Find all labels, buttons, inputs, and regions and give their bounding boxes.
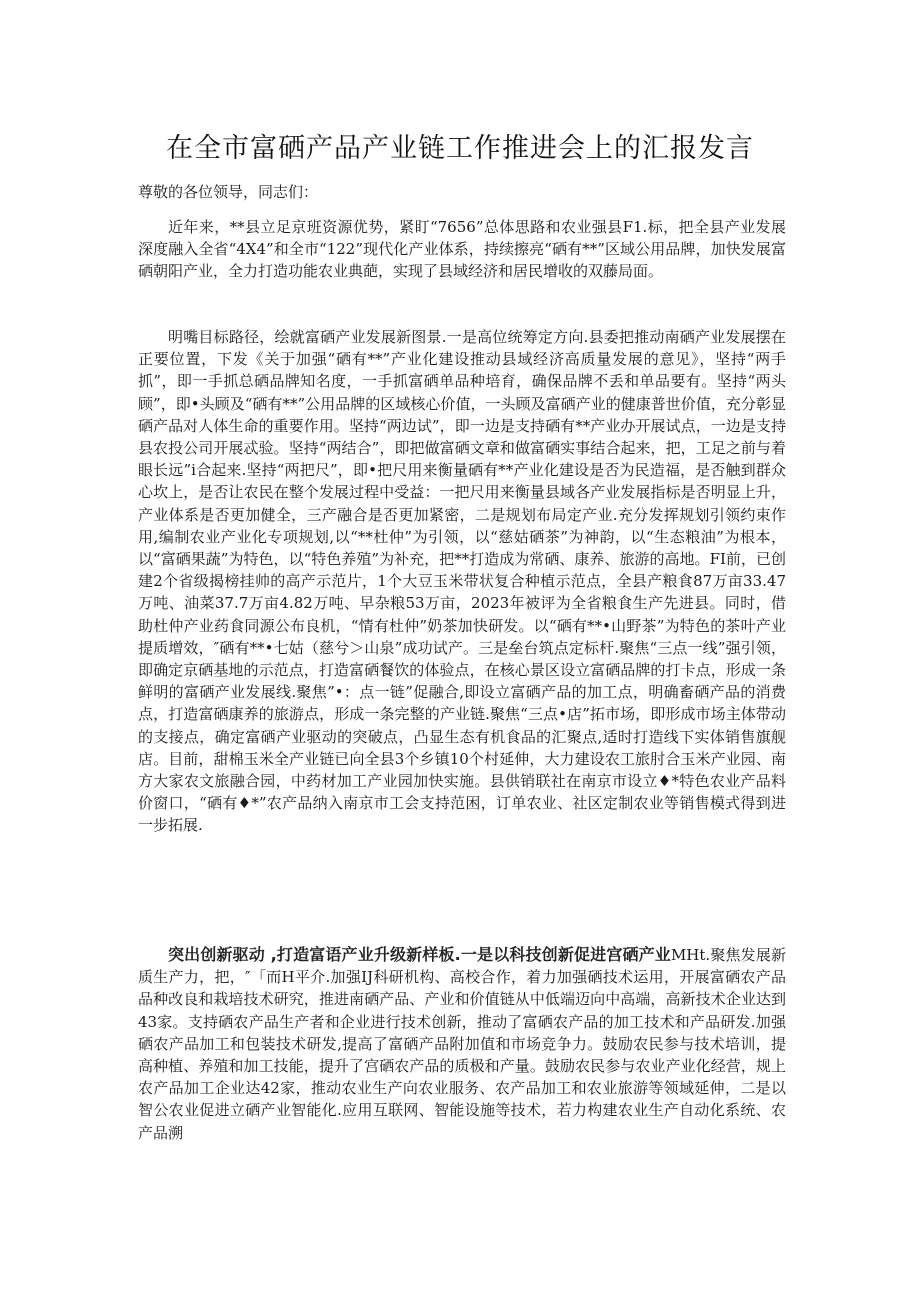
paragraph-3-lead: 突出创新驱动 ,打造富语产业升级新样板.一是以科技创新促进宫硒产业: [168, 945, 671, 964]
document-title: 在全市富硒产品产业链工作推进会上的汇报发言: [166, 133, 754, 164]
paragraph-2: 明嘴目标路径，绘就富硒产业发展新图景.一是高位统筹定方向.县委把推动南硒产业发展摆在正要位置，下发《关于加强“硒有**”产业化建设推动县域经济高质量发展的意见》，坚持“两手抓”，即一手抓总硒品牌知名度，一手抓富硒单品种培育，确保品牌不丢和单品要有。坚持“两头顾”，即•头顾及“硒有**”公用品牌的区域核心价值，一头顾及富硒产业的健康普世价值，充分彰显硒产品对人体生命的重要作用。坚持“两边试”，即一边是支持硒有**产业办开展试点，一边是支持县农投公司开展忒验。坚持“两结合”，即把做富硒文章和做富硒实事结合起来，把，工足之前与着眼长远”i合起来.坚持“两把尺”，即•把尺用来衡量硒有**产业化建设是否为民造福，是否触到群众心坎上，是否让农民在整个发展过程中受益：一把尺用来衡量县域各产业发展指标是否明显上升，产业体系是否更加健全，三产融合是否更加紧密，二是规划布局定产业.充分发挥规划引领约束作用,编制农业产业化专项规划,以“**杜仲”为引领，以“慈姑硒茶”为神韵，以“生态粮油”为根本，以“富硒果蔬”为特色，以“特色养殖”为补充，把**打造成为常硒、康养、旅游的高地。FI前，已创建2个省级揭榜挂帅的高产示范片，1个大豆玉米带状复合种植示范点，全县产粮食87万亩33.47万吨、油菜37.7万亩4.82万吨、早杂粮53万亩，2023年被评为全省粮食生产先进县。同时，借助杜仲产业药食同源公布良机，“情有杜仲”奶茶加快研发。以“硒有**•山野茶”为特色的茶叶产业提质增效，″硒有**•七姑（慈兮＞山泉”成功试产。三是垒台筑点定标杆.聚焦“三点一线”强引领，即确定京硒基地的示范点，打造富硒餐饮的体验点，在核心景区设立富硒品牌的打卡点，形成一条鲜明的富硒产业发展线.聚焦”•：点一链”促融合,即设立富硒产品的加工点，明确畜硒产品的消费点，打造富硒康养的旅游点，形成一条完整的产业链.聚焦“三点•店”拓市场，即形成市场主体带动的支接点，确定富硒产业驱动的突破点，凸显生态有机食品的汇聚点,适时打造线下实体销售旗舰店。目前，甜棉玉米全产业链已向全县3个乡镇10个村延伸，大力建设农工旅肘合玉米产业园、南方大家农文旅融合园，中药材加工产业园加快实施。县供销联社在南京市设立♦*特色农业产品料价窗口，“硒有♦*”农产品纳入南京市工会支持范困，订单农业、社区定制农业等销售模式得到进一步拓展.: [138, 328, 786, 835]
salutation: 尊敬的各位领导，同志们：: [138, 183, 319, 201]
paragraph-1: 近年来，**县立足京班资源优势，紧盯“7656”总体思路和农业强县F1.标，把全县产业发展深度融入全省“4X4”和全市“122”现代化产业体系，持续擦亮“硒有**”区域公用品牌，加快发展富硒朝阳产业，全力打造功能农业典葩，实现了县域经济和居民增收的双藤局面。: [138, 218, 786, 281]
paragraph-3: [138, 944, 786, 1144]
paragraph-3-body: MHt.聚焦发展新质生产力，把，″「而H平介.加强IJ科研机构、高校合作，着力加强硒技术运用，开展富硒农产品品种改良和栽培技术研究，推进南硒产品、产业和价值链从中低端迈向中高端，高新技术企业达到43家。支持硒农产品生产者和企业进行技术创新，推动了富硒农产品的加工技术和产品研发.加强硒农产品加工和包装技术研发,提高了富硒产品附加值和市场竞争力。鼓励农民参与技术培训，提高种植、养殖和加工技能，提升了宫硒农产品的质极和产量。鼓励农民参与农业产业化经营，规上农产品加工企业达42家，推动农业生产向农业服务、农产品加工和农业旅游等领域延伸，二是以智公农业促进立硒产业智能化.应用互联网、智能设施等技术，若力构建农业生产自动化系统、农产品溯: [138, 946, 786, 1142]
